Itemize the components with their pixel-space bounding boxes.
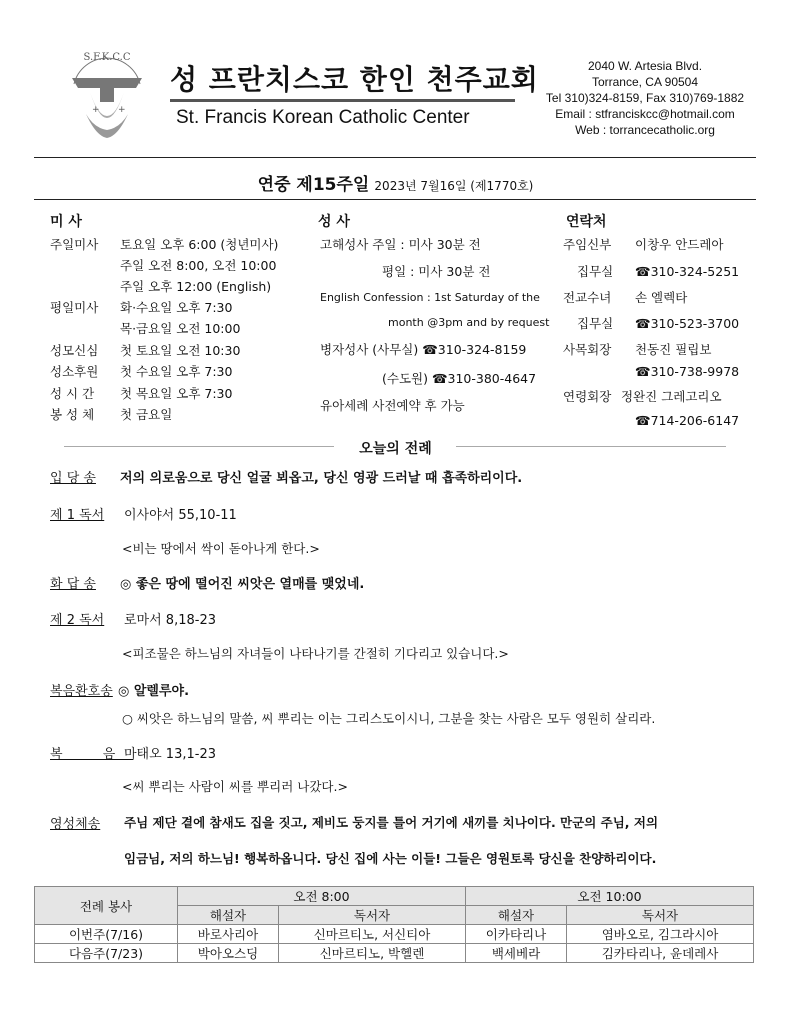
contact-phone[interactable]: ☎310-324-5251 [635, 264, 740, 279]
sacrament-line: month @3pm and by request [388, 316, 550, 329]
svg-text:+: + [118, 105, 126, 115]
table-row [35, 925, 754, 944]
liturgy-label: 영성체송 [50, 817, 101, 832]
contact-label: 전교수녀 [563, 290, 612, 305]
mass-value: 주일 오전 8:00, 오전 10:00 [120, 258, 277, 273]
sacrament-line: 유아세례 사전예약 후 가능 [320, 398, 465, 413]
contact-address-block [535, 58, 755, 138]
table-cell: 바로사리아 [178, 925, 279, 944]
mass-value: 목·금요일 오전 10:00 [120, 321, 241, 336]
mass-label: 성소후원 [50, 364, 99, 379]
contact-label: 집무실 [577, 316, 614, 331]
sacrament-line: 병자성사 (사무실) ☎310-324-8159 [320, 342, 527, 357]
logo-text: S.F.K.C.C [83, 52, 131, 63]
liturgy-label: 복 음 [50, 747, 134, 762]
church-title-english: St. Francis Korean Catholic Center [176, 107, 470, 128]
reading2-summary: <피조물은 하느님의 자녀들이 나타나기를 간절히 기다리고 있습니다.> [122, 646, 509, 661]
liturgy-label: 제 1 독서 [50, 508, 105, 523]
mass-value: 주일 오후 12:00 (English) [120, 279, 272, 294]
service-table [34, 886, 754, 963]
divider-week [34, 199, 756, 200]
mass-value: 토요일 오후 6:00 (청년미사) [120, 237, 279, 252]
table-corner: 전례 봉사 [35, 887, 178, 925]
table-cell: 박아오스딩 [178, 944, 279, 963]
sacrament-line: English Confession : 1st Saturday of the [320, 291, 540, 304]
mass-value: 화·수요일 오후 7:30 [120, 300, 233, 315]
contact-label: 집무실 [577, 264, 614, 279]
week-heading [0, 170, 791, 195]
title-rule [170, 99, 515, 102]
week-title: 연중 제15주일 [257, 175, 370, 195]
gospel-summary: <씨 뿌리는 사람이 씨를 뿌리러 나갔다.> [122, 779, 348, 794]
contact-label: 연령회장 [563, 389, 612, 404]
table-cell: 김카타리나, 윤데레사 [567, 944, 754, 963]
contact-value: 정완진 그레고리오 [621, 389, 722, 404]
church-title-korean: 성 프란치스코 한인 천주교회 [170, 63, 539, 96]
mass-label: 평일미사 [50, 300, 99, 315]
table-header-mass10: 오전 10:00 [466, 887, 754, 906]
mass-label: 성 시 간 [50, 386, 95, 401]
address-email: Email : stfranciskcc@hotmail.com [555, 107, 735, 121]
mass-label: 성모신심 [50, 343, 99, 358]
liturgy-label: 화 답 송 [50, 577, 96, 592]
table-row [35, 944, 754, 963]
liturgy-divider-right [456, 446, 726, 447]
mass-heading: 미 사 [50, 214, 82, 230]
address-city: Torrance, CA 90504 [591, 75, 699, 89]
address-phone: Tel 310)324-8159, Fax 310)769-1882 [545, 91, 745, 105]
mass-label: 주일미사 [50, 237, 99, 252]
liturgy-text: ◎ 알렐루야. [118, 684, 190, 699]
sacrament-line: 고해성사 주일 : 미사 30분 전 [320, 237, 481, 252]
contacts-heading: 연락처 [566, 214, 607, 230]
church-logo [62, 44, 152, 144]
communion-line2: 임금님, 저의 하느님! 행복하옵니다. 당신 집에 사는 이들! 그들은 영원토록 당신을 찬양하리이다. [124, 851, 657, 866]
mass-value: 첫 수요일 오후 7:30 [120, 364, 233, 379]
sacrament-line: (수도원) ☎310-380-4647 [382, 371, 537, 386]
table-cell: 백세베라 [466, 944, 567, 963]
address-web: Web : torrancecatholic.org [575, 123, 715, 137]
table-cell: 이카타리나 [466, 925, 567, 944]
liturgy-label: 입 당 송 [50, 471, 96, 486]
table-header-mass8: 오전 8:00 [178, 887, 466, 906]
table-cell: 신마르티노, 서신티아 [279, 925, 466, 944]
table-cell-week: 이번주(7/16) [35, 925, 178, 944]
sacraments-heading: 성 사 [318, 214, 350, 230]
reading1-summary: <비는 땅에서 싹이 돋아나게 한다.> [122, 541, 320, 556]
liturgy-text: 로마서 8,18-23 [124, 613, 216, 628]
liturgy-text: 저의 의로움으로 당신 얼굴 뵈옵고, 당신 영광 드러날 때 흡족하리이다. [120, 471, 523, 486]
liturgy-text: 이사야서 55,10-11 [124, 508, 237, 523]
liturgy-heading: 오늘의 전례 [359, 441, 432, 457]
table-header-commentator: 해설자 [178, 906, 279, 925]
contact-value: 천동진 필립보 [635, 342, 712, 357]
table-header-reader: 독서자 [279, 906, 466, 925]
mass-value: 첫 목요일 오후 7:30 [120, 386, 233, 401]
liturgy-label: 제 2 독서 [50, 613, 105, 628]
table-header-reader: 독서자 [567, 906, 754, 925]
address-street: 2040 W. Artesia Blvd. [587, 59, 703, 73]
contact-phone[interactable]: ☎714-206-6147 [635, 413, 740, 428]
svg-text:+: + [92, 105, 100, 115]
contact-value: 손 엘렉타 [635, 290, 688, 305]
mass-label: 봉 성 체 [50, 407, 95, 422]
table-cell-week: 다음주(7/23) [35, 944, 178, 963]
liturgy-text: 주님 제단 곁에 참새도 집을 짓고, 제비도 둥지를 틀어 거기에 새끼를 치나이다. 만군의 주님, 저의 [124, 815, 659, 830]
table-cell: 신마르티노, 박헬렌 [279, 944, 466, 963]
contact-phone[interactable]: ☎310-738-9978 [635, 364, 740, 379]
table-cell: 염바오로, 김그라시아 [567, 925, 754, 944]
contact-label: 주임신부 [563, 237, 612, 252]
table-row [35, 887, 754, 906]
sacrament-line: 평일 : 미사 30분 전 [382, 264, 491, 279]
contact-label: 사목회장 [563, 342, 612, 357]
divider-top [34, 157, 756, 158]
mass-value: 첫 토요일 오전 10:30 [120, 343, 241, 358]
liturgy-text: ◎ 좋은 땅에 떨어진 씨앗은 열매를 맺었네. [120, 577, 365, 592]
contact-value: 이창우 안드레아 [635, 237, 724, 252]
contact-phone[interactable]: ☎310-523-3700 [635, 316, 740, 331]
week-date: 2023년 7월16일 (제1770호) [374, 179, 534, 193]
liturgy-text: 마태오 13,1-23 [124, 747, 216, 762]
table-header-commentator: 해설자 [466, 906, 567, 925]
alleluia-verse: ○ 씨앗은 하느님의 말씀, 씨 뿌리는 이는 그리스도이시니, 그분을 찾는 사람은 모두 영원히 살리라. [122, 711, 656, 726]
liturgy-label: 복음환호송 [50, 684, 113, 699]
mass-value: 첫 금요일 [120, 407, 173, 422]
